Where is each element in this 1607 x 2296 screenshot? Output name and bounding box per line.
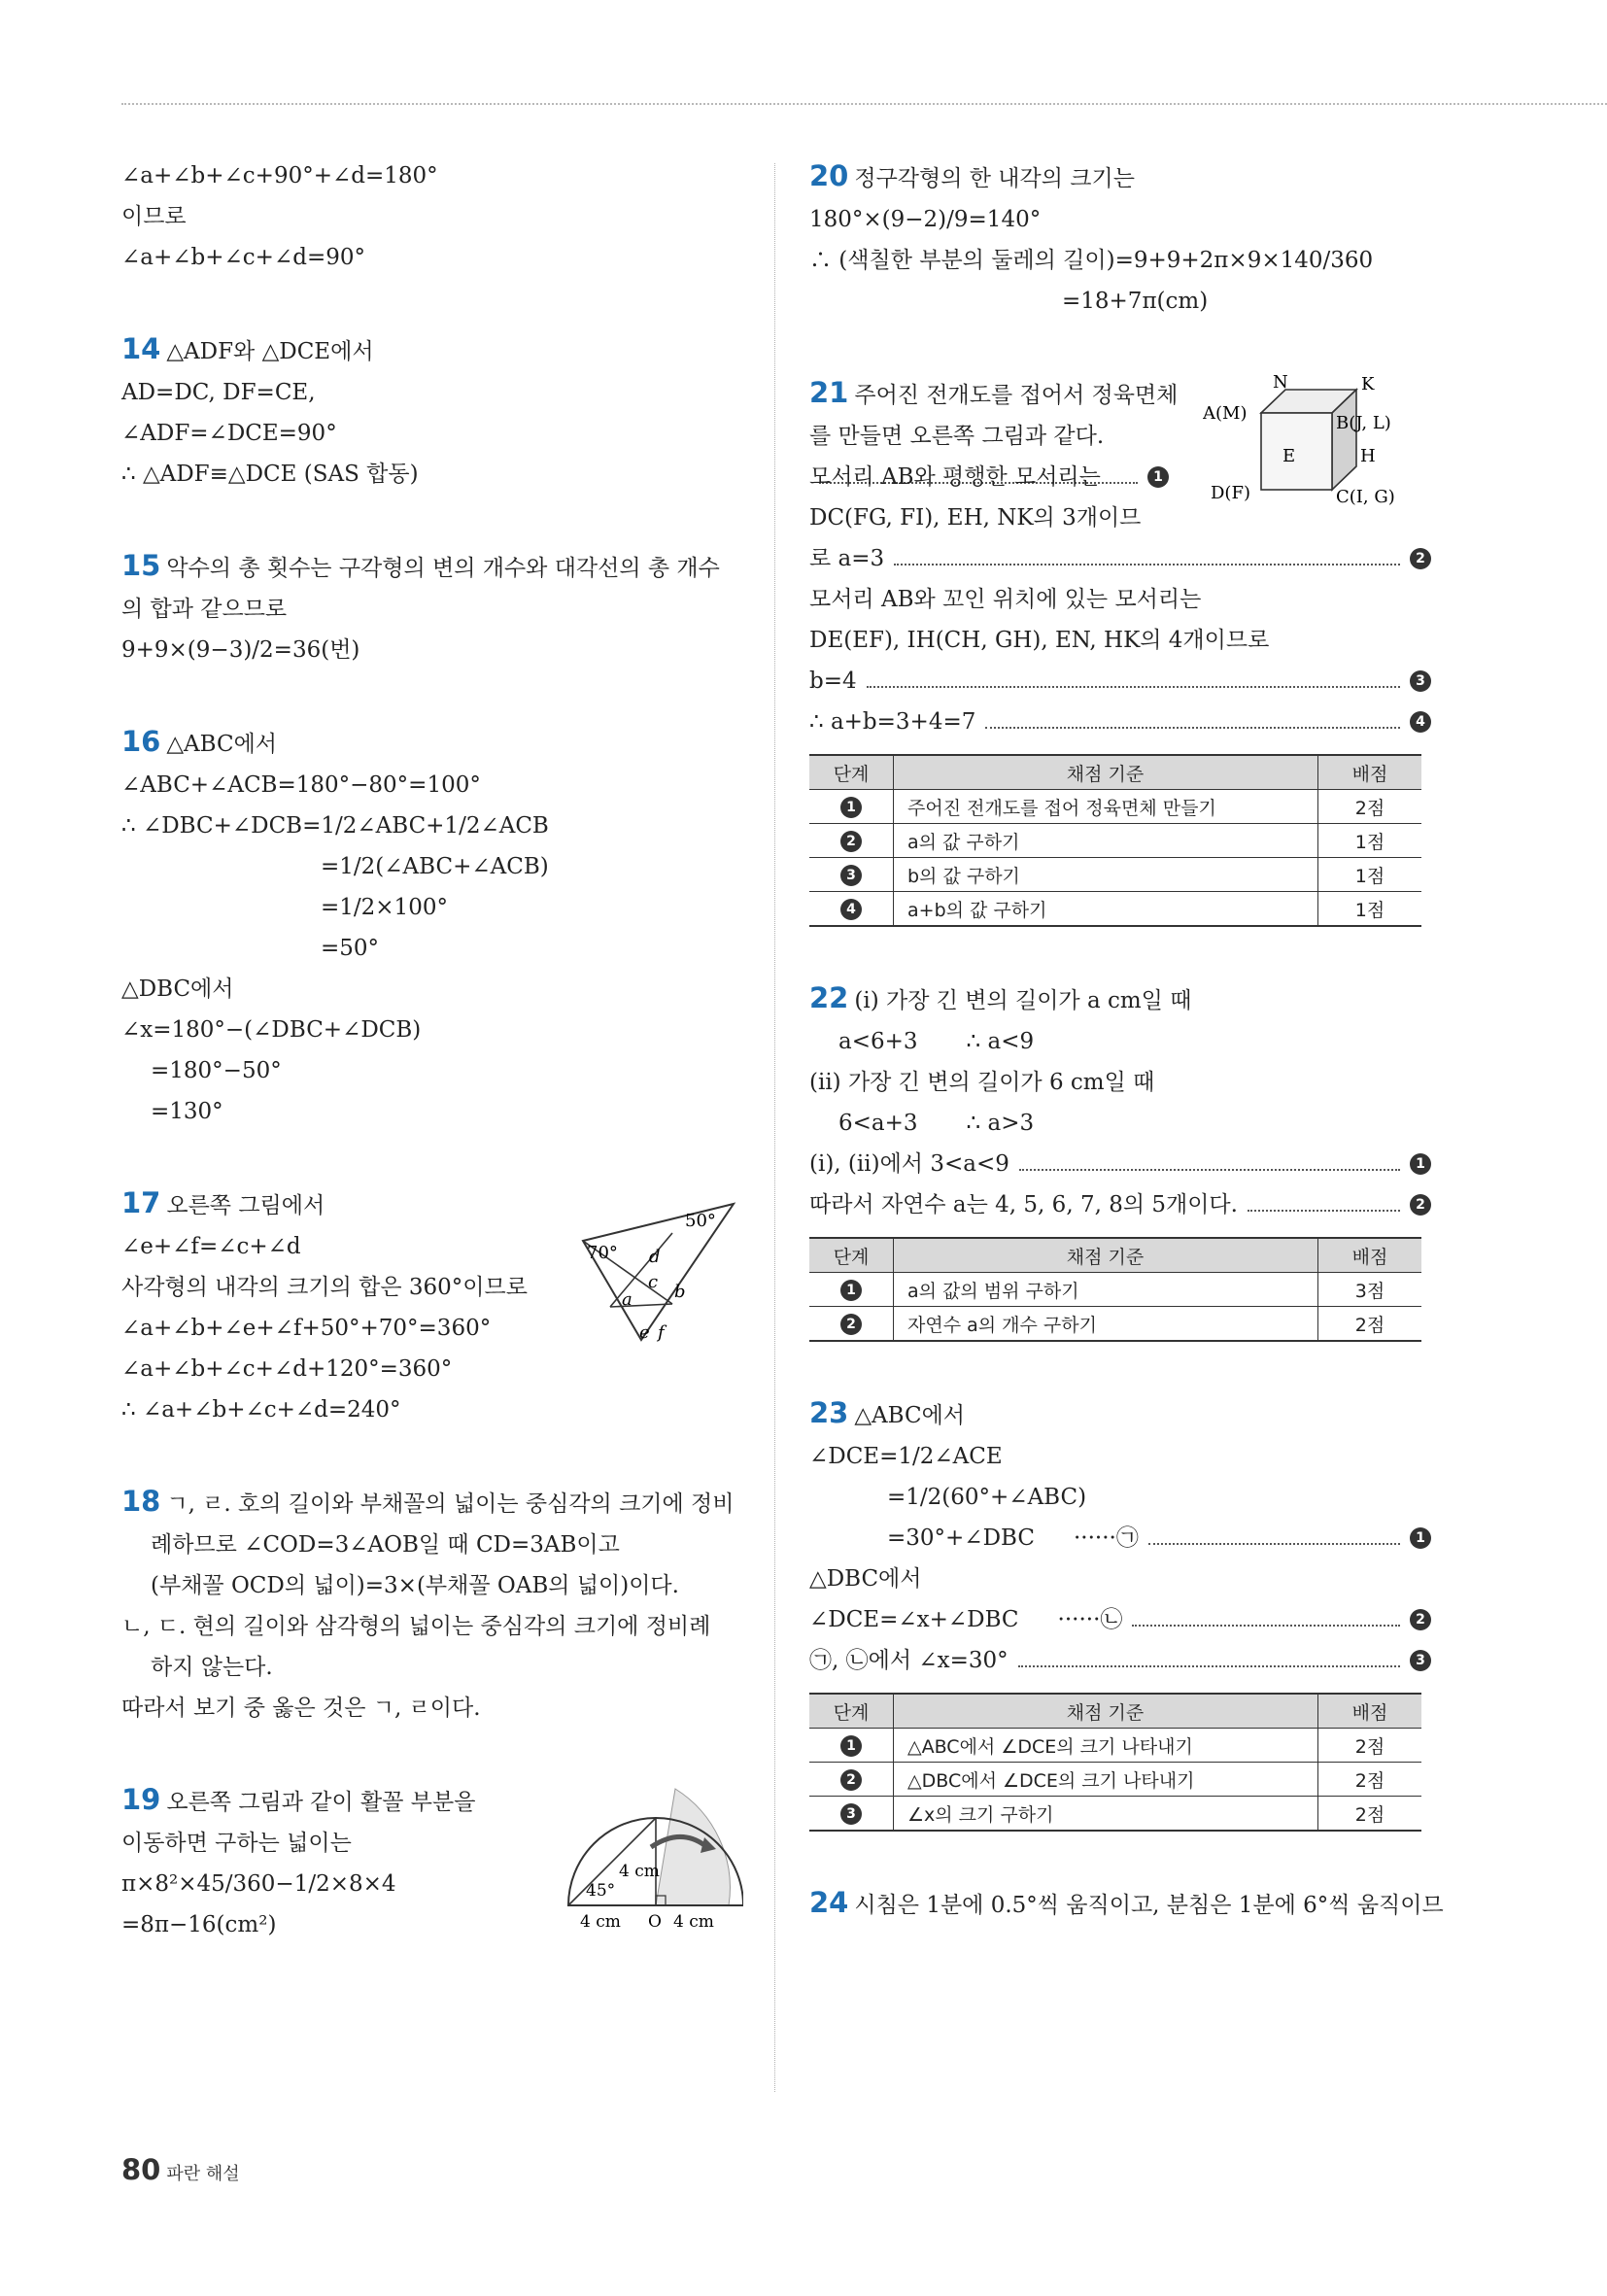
p19-line2: 이동하면 구하는 넓이는 <box>121 1831 352 1856</box>
p16-line10: =130° <box>151 1099 223 1124</box>
cube-label-E: E <box>1282 446 1296 466</box>
table-row: 1 주어진 전개도를 접어 정육면체 만들기 2점 <box>809 790 1421 824</box>
p21-line8: b=4 3 <box>809 661 1431 702</box>
p17-line3: 사각형의 내각의 크기의 합은 360°이므로 <box>121 1275 528 1300</box>
p15-line1: 15 악수의 총 횟수는 구각형의 변의 개수와 대각선의 총 개수 <box>121 549 720 582</box>
p18-line4: ㄴ, ㄷ. 현의 길이와 삼각형의 넓이는 중심각의 크기에 정비례 <box>121 1614 711 1639</box>
table-header-row: 단계 채점 기준 배점 <box>809 1238 1421 1273</box>
problem-number-22: 22 <box>809 981 849 1014</box>
table-row: 3 b의 값 구하기 1점 <box>809 858 1421 892</box>
p16-line3: ∴ ∠DBC+∠DCB=1/2∠ABC+1/2∠ACB <box>121 813 549 839</box>
p19-radius-left: 4 cm <box>580 1912 621 1932</box>
p21-grading-table <box>809 754 1421 927</box>
table-header-row: 단계 채점 기준 배점 <box>809 755 1421 790</box>
p22-line6: 따라서 자연수 a는 4, 5, 6, 7, 8의 5개이다. 2 <box>809 1184 1431 1225</box>
p19-height-label: 4 cm <box>619 1862 660 1881</box>
p22-line1: 22 (i) 가장 긴 변의 길이가 a cm일 때 <box>809 981 1192 1014</box>
p15-line3: 9+9×(9−3)/2=36(번) <box>121 637 360 663</box>
table-row: 4 a+b의 값 구하기 1점 <box>809 892 1421 927</box>
problem-number-14: 14 <box>121 332 161 365</box>
p21-line7: DE(EF), IH(CH, GH), EN, HK의 4개이므로 <box>809 628 1270 653</box>
p16-line4: =1/2(∠ABC+∠ACB) <box>321 854 549 879</box>
p19-line4: =8π−16(cm²) <box>121 1912 277 1937</box>
p16-line1: 16 △ABC에서 <box>121 725 278 758</box>
p23-line4: =30°+∠DBC ······㉠ 1 <box>809 1518 1431 1559</box>
problem-number-23: 23 <box>809 1396 849 1429</box>
problem-number-24: 24 <box>809 1886 849 1919</box>
left-column <box>121 155 743 1945</box>
p22-line2: a<6+3 ∴ a<9 <box>838 1029 1035 1054</box>
problem-number-21: 21 <box>809 376 849 409</box>
p16-line8: ∠x=180°−(∠DBC+∠DCB) <box>121 1017 422 1043</box>
p17-label-f: f <box>658 1322 665 1343</box>
p14-line4: ∴ △ADF≡△DCE (SAS 합동) <box>121 462 419 487</box>
table-row: 2 a의 값 구하기 1점 <box>809 824 1421 858</box>
p18-line5: 하지 않는다. <box>151 1655 273 1680</box>
p14-line2: AD=DC, DF=CE, <box>121 380 316 405</box>
problem-number-16: 16 <box>121 725 161 758</box>
cube-label-CIG: C(I, G) <box>1336 487 1395 507</box>
right-column <box>809 155 1444 1926</box>
p17-angle-70: 70° <box>587 1243 618 1263</box>
p21-line1: 21 주어진 전개도를 접어서 정육면체 <box>809 376 1179 409</box>
problem-number-20: 20 <box>809 159 849 192</box>
p18-line1: 18 ㄱ, ㄹ. 호의 길이와 부채꼴의 넓이는 중심각의 크기에 정비 <box>121 1485 735 1518</box>
p22-line5: (i), (ii)에서 3<a<9 1 <box>809 1144 1431 1184</box>
p24-line1: 24 시침은 1분에 0.5°씩 움직이고, 분침은 1분에 6°씩 움직이므 <box>809 1886 1444 1919</box>
column-divider <box>774 163 775 2092</box>
p13-line3: ∠a+∠b+∠c+∠d=90° <box>121 245 365 270</box>
table-row: 1 △ABC에서 ∠DCE의 크기 나타내기 2점 <box>809 1729 1421 1763</box>
header-rule <box>121 103 1607 105</box>
p16-line9: =180°−50° <box>151 1058 282 1083</box>
p21-line6: 모서리 AB와 꼬인 위치에 있는 모서리는 <box>809 587 1202 612</box>
cube-label-AM: A(M) <box>1203 403 1248 424</box>
p20-line2: 180°×(9−2)/9=140° <box>809 207 1042 232</box>
p17-triangle-figure <box>564 1182 743 1353</box>
problem-number-19: 19 <box>121 1783 161 1816</box>
p16-line6: =50° <box>321 936 380 961</box>
p19-radius-right: 4 cm <box>673 1912 714 1932</box>
p19-semicircle-figure <box>559 1769 743 1939</box>
p17-line4: ∠a+∠b+∠e+∠f+50°+70°=360° <box>121 1316 492 1341</box>
problem-number-18: 18 <box>121 1485 161 1518</box>
p14-line3: ∠ADF=∠DCE=90° <box>121 421 337 446</box>
p23-line7: ㉠, ㉡에서 ∠x=30° 3 <box>809 1640 1431 1681</box>
p21-line9: ∴ a+b=3+4=7 4 <box>809 702 1431 742</box>
p23-line2: ∠DCE=1/2∠ACE <box>809 1444 1003 1469</box>
p17-line6: ∴ ∠a+∠b+∠c+∠d=240° <box>121 1397 401 1422</box>
cube-label-K: K <box>1361 374 1375 394</box>
p17-line2: ∠e+∠f=∠c+∠d <box>121 1234 301 1259</box>
p17-label-b: b <box>674 1282 686 1302</box>
p21-line2: 를 만들면 오른쪽 그림과 같다. <box>809 424 1105 449</box>
p23-line6: ∠DCE=∠x+∠DBC ······㉡ 2 <box>809 1599 1431 1640</box>
p20-line3: ∴ (색칠한 부분의 둘레의 길이)=9+9+2π×9×140/360 <box>809 248 1374 273</box>
p14-line1: 14 △ADF와 △DCE에서 <box>121 332 374 365</box>
page-footer <box>121 2153 240 2186</box>
p17-angle-50: 50° <box>685 1211 716 1231</box>
p15-line2: 의 합과 같으므로 <box>121 597 288 622</box>
table-row: 1 a의 값의 범위 구하기 3점 <box>809 1273 1421 1307</box>
p17-label-e: e <box>639 1322 650 1343</box>
p18-line3: (부채꼴 OCD의 넓이)=3×(부채꼴 OAB의 넓이)이다. <box>151 1573 679 1598</box>
p21-line4: DC(FG, FI), EH, NK의 3개이므 <box>809 505 1142 531</box>
p17-line1: 17 오른쪽 그림에서 <box>121 1186 325 1219</box>
cube-label-N: N <box>1273 372 1288 393</box>
p16-line5: =1/2×100° <box>321 895 448 920</box>
p17-label-d: d <box>649 1247 661 1267</box>
footer-label: 파란 해설 <box>166 2164 240 2184</box>
p19-block <box>121 1779 743 1945</box>
p20-line1: 20 정구각형의 한 내각의 크기는 <box>809 159 1135 192</box>
p19-line3: π×8²×45/360−1/2×8×4 <box>121 1871 396 1897</box>
cube-label-DF: D(F) <box>1211 483 1250 503</box>
p22-line4: 6<a+3 ∴ a>3 <box>838 1111 1035 1136</box>
p17-label-a: a <box>622 1289 633 1310</box>
p21-block: 21 주어진 전개도를 접어서 정육면체 를 만들면 오른쪽 그림과 같다. 1 모서리 AB와 평행한 모서리는 DC(FG, FI), EH, NK의 3개이므 로 a=3 2 모서리 AB와 꼬인 위치에 있는 모서리는 DE(EF), IH(CH, GH), EN, HK의 4개이므로 b=4 3 ∴ a+b=3+4=7 4 N K A(M) B(J, L) E H D(F) C(I, G) <box>809 372 1431 742</box>
p18-line6: 따라서 보기 중 옳은 것은 ㄱ, ㄹ이다. <box>121 1696 481 1721</box>
page-number: 80 <box>121 2153 161 2186</box>
table-row: 3 ∠x의 크기 구하기 2점 <box>809 1797 1421 1832</box>
p19-angle-label: 45° <box>586 1881 616 1901</box>
p19-line1: 19 오른쪽 그림과 같이 활꼴 부분을 <box>121 1783 476 1816</box>
p18-line2: 례하므로 ∠COD=3∠AOB일 때 CD=3AB이고 <box>151 1532 620 1558</box>
p23-line3: =1/2(60°+∠ABC) <box>887 1485 1087 1510</box>
problem-number-17: 17 <box>121 1186 161 1219</box>
p23-grading-table <box>809 1693 1421 1832</box>
table-row: 2 자연수 a의 개수 구하기 2점 <box>809 1307 1421 1342</box>
p23-line5: △DBC에서 <box>809 1566 922 1592</box>
problem-number-15: 15 <box>121 549 161 582</box>
p16-line2: ∠ABC+∠ACB=180°−80°=100° <box>121 772 481 798</box>
table-row: 2 △DBC에서 ∠DCE의 크기 나타내기 2점 <box>809 1763 1421 1797</box>
cube-label-BJL: B(J, L) <box>1336 413 1391 433</box>
p20-line4: =18+7π(cm) <box>1062 289 1209 314</box>
p22-grading-table <box>809 1237 1421 1342</box>
p22-line3: (ii) 가장 긴 변의 길이가 6 cm일 때 <box>809 1070 1155 1095</box>
p17-label-c: c <box>648 1272 659 1292</box>
p21-line3: 모서리 AB와 평행한 모서리는 <box>809 464 1101 490</box>
table-header-row: 단계 채점 기준 배점 <box>809 1694 1421 1729</box>
p21-line5: 로 a=3 2 <box>809 538 1431 579</box>
p13-line1: ∠a+∠b+∠c+90°+∠d=180° <box>121 163 438 188</box>
p21-cube-figure <box>1203 372 1431 542</box>
p13-line2: 이므로 <box>121 204 187 229</box>
p17-block <box>121 1182 743 1430</box>
p19-center-label: O <box>648 1912 662 1932</box>
cube-label-H: H <box>1360 446 1376 466</box>
p17-line5: ∠a+∠b+∠c+∠d+120°=360° <box>121 1356 453 1382</box>
p23-line1: 23 △ABC에서 <box>809 1396 966 1429</box>
p16-line7: △DBC에서 <box>121 977 234 1002</box>
